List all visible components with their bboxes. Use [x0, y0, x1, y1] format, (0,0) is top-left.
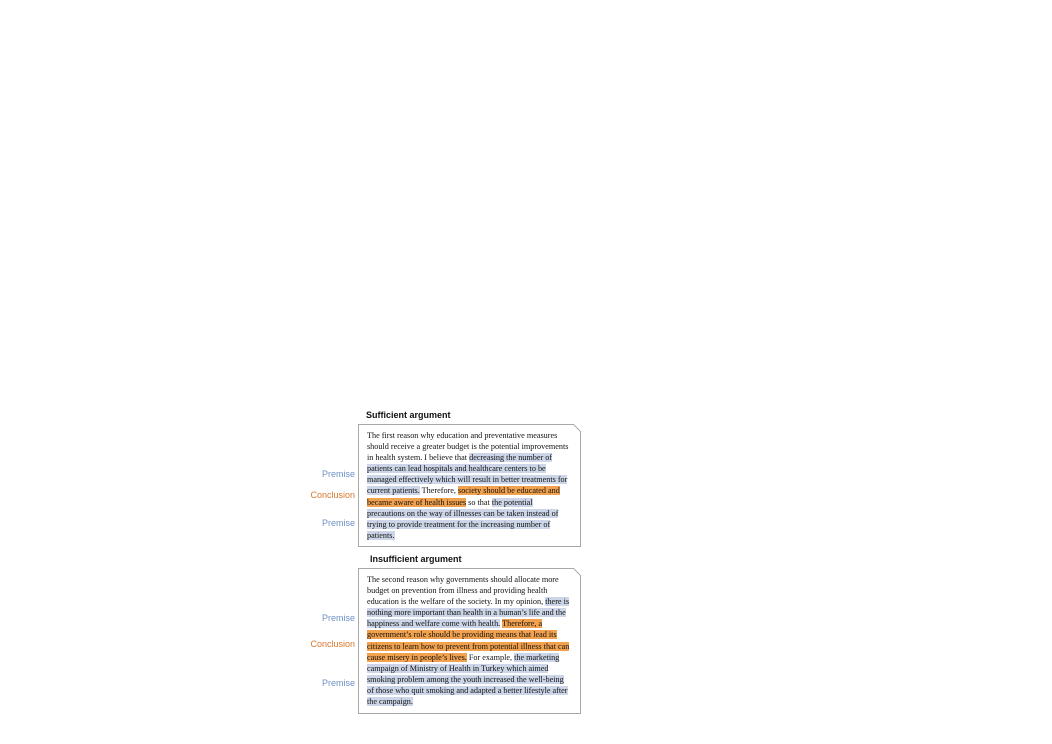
text-segment: The first reason why education and preventative measures should receive a greater budget is the potential improvements in health system. I believe that	[367, 431, 569, 463]
premise-highlight: there is nothing more important than health in a human’s life and the happiness and welfare come with health.	[367, 597, 570, 629]
sufficient-premise-label-1: Premise	[321, 469, 355, 479]
sufficient-argument-document	[358, 424, 581, 547]
conclusion-highlight: Therefore, a government’s role should be providing means that lead its citizens to learn how to prevent from potential illness that can cause misery in people’s lives.	[367, 619, 570, 662]
sufficient-premise-label-2: Premise	[321, 518, 355, 528]
insufficient-argument-title: Insufficient argument	[370, 554, 462, 564]
insufficient-conclusion-label: Conclusion	[310, 639, 355, 649]
insufficient-premise-label-2: Premise	[321, 678, 355, 688]
insufficient-argument-document	[358, 568, 581, 714]
sufficient-argument-title: Sufficient argument	[366, 410, 451, 420]
sufficient-conclusion-label: Conclusion	[310, 490, 355, 500]
text-segment: The second reason why governments should allocate more budget on prevention from illness and providing health education is the welfare of the society. In my opinion,	[367, 575, 559, 607]
text-segment: Therefore,	[419, 486, 459, 496]
sufficient-argument-text	[359, 425, 580, 545]
insufficient-premise-label-1: Premise	[321, 613, 355, 623]
text-segment: For example,	[466, 652, 515, 662]
premise-highlight: the marketing campaign of Ministry of Health in Turkey which aimed smoking problem among the youth increased the well-being of those who quit smoking and adapted a better lifestyle after the campaign.	[367, 652, 568, 707]
premise-highlight: decreasing the number of patients can lead hospitals and healthcare centers to be managed effectively which will result in better treatments for current patients.	[367, 453, 568, 496]
text-segment: so that	[466, 497, 492, 507]
insufficient-argument-text	[359, 569, 580, 711]
conclusion-highlight: society should be educated and became aware of health issues	[367, 486, 560, 507]
premise-highlight: the potential precautions on the way of illnesses can be taken instead of trying to provide treatment for the increasing number of patients.	[367, 497, 559, 540]
